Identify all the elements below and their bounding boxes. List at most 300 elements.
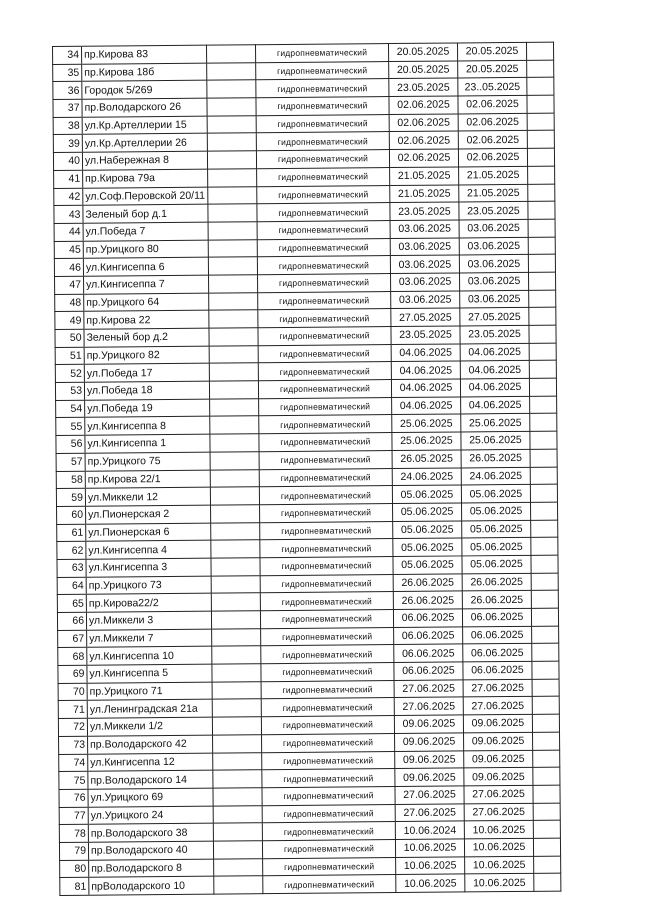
- date-end-cell: 09.06.2025: [464, 768, 533, 786]
- address-cell: ул.Кр.Артеллерии 26: [82, 134, 207, 153]
- empty-cell: [212, 646, 261, 664]
- date-start-cell: 03.06.2025: [390, 220, 459, 238]
- date-end-cell: 24.06.2025: [461, 467, 530, 485]
- address-cell: ул.Миккели 3: [86, 611, 211, 630]
- equipment-type-cell: гидропневматический: [262, 786, 395, 805]
- address-cell: пр.Урицкого 73: [86, 576, 211, 595]
- equipment-type-cell: гидропневматический: [262, 822, 395, 841]
- address-cell: пр.Володарского 26: [82, 98, 207, 117]
- address-cell: пр.Володарского 38: [88, 823, 213, 842]
- date-start-cell: 09.06.2025: [394, 715, 463, 733]
- date-start-cell: 03.06.2025: [390, 255, 459, 273]
- date-end-cell: 06.06.2025: [463, 644, 532, 662]
- empty-cell: [210, 469, 259, 487]
- row-number-cell: 57: [56, 453, 85, 471]
- date-end-cell: 06.06.2025: [463, 626, 532, 644]
- date-start-cell: 23.05.2025: [390, 202, 459, 220]
- date-start-cell: 06.06.2025: [394, 662, 463, 680]
- equipment-type-cell: гидропневматический: [257, 203, 390, 222]
- row-number-cell: 59: [56, 488, 85, 506]
- row-number-cell: 52: [55, 365, 84, 383]
- address-cell: пр.Володарского 8: [89, 859, 214, 878]
- empty-cell: [527, 131, 554, 149]
- address-cell: пр.Кирова 22/1: [85, 470, 210, 489]
- empty-cell: [211, 575, 260, 593]
- address-cell: ул.Пионерская 2: [86, 505, 211, 524]
- address-cell: пр.Володарского 40: [88, 841, 213, 860]
- equipment-type-cell: гидропневматический: [256, 79, 389, 98]
- empty-cell: [526, 42, 553, 60]
- empty-cell: [213, 823, 262, 841]
- empty-cell: [529, 360, 556, 378]
- empty-cell: [527, 95, 554, 113]
- empty-cell: [208, 186, 257, 204]
- empty-cell: [212, 628, 261, 646]
- date-start-cell: 04.06.2025: [391, 344, 460, 362]
- empty-cell: [208, 222, 257, 240]
- equipment-type-cell: гидропневматический: [259, 486, 392, 505]
- equipment-type-cell: гидропневматический: [260, 592, 393, 611]
- empty-cell: [530, 484, 557, 502]
- address-cell: прВолодарского 10: [89, 876, 214, 895]
- equipment-type-cell: гидропневматический: [258, 344, 391, 363]
- empty-cell: [207, 133, 256, 151]
- empty-cell: [210, 452, 259, 470]
- address-cell: ул.Соф.Перовской 20/11: [83, 187, 208, 206]
- address-cell: ул.Победа 19: [85, 399, 210, 418]
- date-start-cell: 02.06.2025: [389, 149, 458, 167]
- empty-cell: [533, 803, 560, 821]
- date-start-cell: 21.05.2025: [390, 184, 459, 202]
- equipment-type-cell: гидропневматический: [263, 857, 396, 876]
- date-end-cell: 10.06.2025: [464, 821, 533, 839]
- address-cell: ул.Урицкого 69: [88, 788, 213, 807]
- date-start-cell: 27.06.2025: [395, 803, 464, 821]
- equipment-type-cell: гидропневматический: [259, 468, 392, 487]
- equipment-type-cell: гидропневматический: [259, 433, 392, 452]
- empty-cell: [530, 467, 557, 485]
- empty-cell: [530, 431, 557, 449]
- date-start-cell: 03.06.2025: [390, 273, 459, 291]
- address-cell: пр.Кирова 22: [84, 310, 209, 329]
- date-start-cell: 23.05.2025: [391, 326, 460, 344]
- table-row: [60, 873, 561, 895]
- empty-cell: [211, 540, 260, 558]
- address-cell: пр.Володарского 42: [88, 735, 213, 754]
- date-start-cell: 05.06.2025: [393, 538, 462, 556]
- row-number-cell: 65: [57, 595, 86, 613]
- row-number-cell: 40: [53, 152, 82, 170]
- date-start-cell: 05.06.2025: [393, 521, 462, 539]
- address-cell: ул.Кингисеппа 3: [86, 558, 211, 577]
- equipment-type-cell: гидропневматический: [262, 733, 395, 752]
- date-end-cell: 03.06.2025: [459, 219, 528, 237]
- date-end-cell: 27.05.2025: [460, 308, 529, 326]
- empty-cell: [533, 820, 560, 838]
- address-cell: ул.Миккели 7: [87, 629, 212, 648]
- address-cell: ул.Кингисеппа 8: [85, 417, 210, 436]
- date-start-cell: 25.06.2025: [392, 414, 461, 432]
- date-start-cell: 09.06.2025: [395, 768, 464, 786]
- row-number-cell: 79: [59, 842, 88, 860]
- empty-cell: [211, 611, 260, 629]
- empty-cell: [211, 522, 260, 540]
- equipment-type-cell: гидропневматический: [261, 627, 394, 646]
- empty-cell: [533, 838, 560, 856]
- date-start-cell: 20.05.2025: [388, 43, 457, 61]
- row-number-cell: 66: [57, 612, 86, 630]
- date-start-cell: 26.06.2025: [393, 574, 462, 592]
- equipment-type-cell: гидропневматический: [258, 362, 391, 381]
- empty-cell: [207, 98, 256, 116]
- empty-cell: [213, 735, 262, 753]
- row-number-cell: 38: [53, 117, 82, 135]
- date-end-cell: 04.06.2025: [460, 361, 529, 379]
- row-number-cell: 78: [59, 824, 88, 842]
- empty-cell: [206, 45, 255, 63]
- empty-cell: [528, 254, 555, 272]
- equipment-type-cell: гидропневматический: [262, 751, 395, 770]
- empty-cell: [208, 257, 257, 275]
- address-cell: Зеленый бор д.2: [84, 328, 209, 347]
- date-start-cell: 06.06.2025: [393, 609, 462, 627]
- empty-cell: [532, 643, 559, 661]
- empty-cell: [534, 856, 561, 874]
- date-start-cell: 10.06.2025: [395, 839, 464, 857]
- empty-cell: [529, 378, 556, 396]
- address-cell: ул.Кингисеппа 12: [88, 753, 213, 772]
- empty-cell: [530, 414, 557, 432]
- row-number-cell: 64: [57, 577, 86, 595]
- date-end-cell: 03.06.2025: [459, 255, 528, 273]
- equipment-type-cell: гидропневматический: [262, 804, 395, 823]
- date-end-cell: 21.05.2025: [459, 184, 528, 202]
- date-end-cell: 02.06.2025: [458, 113, 527, 131]
- row-number-cell: 74: [59, 754, 88, 772]
- address-cell: Зеленый бор д.1: [83, 204, 208, 223]
- row-number-cell: 35: [53, 64, 82, 82]
- empty-cell: [209, 328, 258, 346]
- address-cell: ул.Ленинградская 21а: [87, 700, 212, 719]
- empty-cell: [530, 449, 557, 467]
- empty-cell: [532, 714, 559, 732]
- row-number-cell: 54: [56, 400, 85, 418]
- date-end-cell: 20.05.2025: [458, 60, 527, 78]
- empty-cell: [213, 788, 262, 806]
- date-start-cell: 27.06.2025: [394, 680, 463, 698]
- date-start-cell: 02.06.2025: [389, 131, 458, 149]
- address-cell: пр.Урицкого 64: [84, 293, 209, 312]
- row-number-cell: 70: [58, 683, 87, 701]
- equipment-type-cell: гидропневматический: [259, 415, 392, 434]
- equipment-type-cell: гидропневматический: [259, 397, 392, 416]
- date-end-cell: 02.06.2025: [458, 131, 527, 149]
- date-end-cell: 04.06.2025: [461, 396, 530, 414]
- date-end-cell: 09.06.2025: [463, 714, 532, 732]
- equipment-type-cell: гидропневматический: [261, 663, 394, 682]
- address-cell: пр.Кирова 79а: [83, 169, 208, 188]
- empty-cell: [529, 325, 556, 343]
- date-start-cell: 26.06.2025: [393, 591, 462, 609]
- row-number-cell: 36: [53, 82, 82, 100]
- empty-cell: [207, 115, 256, 133]
- row-number-cell: 56: [56, 435, 85, 453]
- empty-cell: [532, 697, 559, 715]
- empty-cell: [527, 148, 554, 166]
- date-end-cell: 05.06.2025: [462, 555, 531, 573]
- date-end-cell: 04.06.2025: [460, 378, 529, 396]
- empty-cell: [527, 60, 554, 78]
- row-number-cell: 77: [59, 807, 88, 825]
- address-cell: ул.Кр.Артеллерии 15: [82, 116, 207, 135]
- date-start-cell: 10.06.2025: [396, 857, 465, 875]
- row-number-cell: 43: [54, 205, 83, 223]
- empty-cell: [213, 752, 262, 770]
- date-end-cell: 09.06.2025: [464, 750, 533, 768]
- date-end-cell: 03.06.2025: [459, 237, 528, 255]
- empty-cell: [528, 166, 555, 184]
- date-end-cell: 27.06.2025: [464, 803, 533, 821]
- equipment-type-cell: гидропневматический: [256, 132, 389, 151]
- empty-cell: [210, 487, 259, 505]
- date-end-cell: 09.06.2025: [464, 732, 533, 750]
- empty-cell: [212, 681, 261, 699]
- empty-cell: [533, 732, 560, 750]
- inspection-table: [52, 42, 561, 896]
- empty-cell: [209, 275, 258, 293]
- date-start-cell: 27.06.2025: [394, 697, 463, 715]
- empty-cell: [210, 416, 259, 434]
- equipment-type-cell: гидропневматический: [259, 450, 392, 469]
- date-start-cell: 10.06.2024: [395, 821, 464, 839]
- address-cell: ул.Урицкого 24: [88, 806, 213, 825]
- date-start-cell: 04.06.2025: [391, 361, 460, 379]
- date-start-cell: 27.05.2025: [391, 308, 460, 326]
- address-cell: пр.Урицкого 80: [83, 240, 208, 259]
- row-number-cell: 73: [59, 736, 88, 754]
- equipment-type-cell: гидропневматический: [261, 716, 394, 735]
- empty-cell: [529, 343, 556, 361]
- empty-cell: [207, 62, 256, 80]
- date-end-cell: 06.06.2025: [463, 661, 532, 679]
- row-number-cell: 76: [59, 789, 88, 807]
- address-cell: пр.Володарского 14: [88, 770, 213, 789]
- row-number-cell: 41: [54, 170, 83, 188]
- empty-cell: [212, 664, 261, 682]
- row-number-cell: 58: [56, 471, 85, 489]
- empty-cell: [530, 502, 557, 520]
- equipment-type-cell: гидропневматический: [257, 256, 390, 275]
- address-cell: Городок 5/269: [82, 81, 207, 100]
- address-cell: пр.Кирова22/2: [86, 593, 211, 612]
- date-start-cell: 23.05.2025: [389, 78, 458, 96]
- equipment-type-cell: гидропневматический: [263, 875, 396, 894]
- date-start-cell: 10.06.2025: [396, 874, 465, 892]
- date-end-cell: 21.05.2025: [459, 166, 528, 184]
- equipment-type-cell: гидропневматический: [260, 539, 393, 558]
- date-end-cell: 06.06.2025: [462, 608, 531, 626]
- row-number-cell: 47: [55, 276, 84, 294]
- address-cell: ул.Кингисеппа 6: [83, 257, 208, 276]
- row-number-cell: 51: [55, 347, 84, 365]
- row-number-cell: 62: [57, 541, 86, 559]
- date-end-cell: 27.06.2025: [463, 697, 532, 715]
- equipment-type-cell: гидропневматический: [256, 114, 389, 133]
- date-start-cell: 06.06.2025: [394, 644, 463, 662]
- equipment-type-cell: гидропневматический: [257, 167, 390, 186]
- date-start-cell: 09.06.2025: [395, 733, 464, 751]
- empty-cell: [533, 767, 560, 785]
- empty-cell: [532, 679, 559, 697]
- address-cell: ул.Миккели 1/2: [87, 717, 212, 736]
- equipment-type-cell: гидропневматический: [260, 556, 393, 575]
- address-cell: ул.Набережная 8: [82, 151, 207, 170]
- equipment-type-cell: гидропневматический: [258, 309, 391, 328]
- equipment-type-cell: гидропневматический: [260, 503, 393, 522]
- empty-cell: [214, 858, 263, 876]
- row-number-cell: 44: [54, 223, 83, 241]
- date-start-cell: 27.06.2025: [395, 786, 464, 804]
- equipment-type-cell: гидропневматический: [261, 698, 394, 717]
- date-end-cell: 23.05.2025: [459, 202, 528, 220]
- empty-cell: [531, 608, 558, 626]
- equipment-type-cell: гидропневматический: [256, 150, 389, 169]
- equipment-type-cell: гидропневматический: [257, 220, 390, 239]
- empty-cell: [212, 699, 261, 717]
- empty-cell: [528, 184, 555, 202]
- row-number-cell: 37: [53, 99, 82, 117]
- date-end-cell: 25.06.2025: [461, 431, 530, 449]
- date-end-cell: 10.06.2025: [464, 838, 533, 856]
- empty-cell: [528, 219, 555, 237]
- address-cell: ул.Миккели 12: [85, 487, 210, 506]
- row-number-cell: 39: [53, 135, 82, 153]
- equipment-type-cell: гидропневматический: [260, 574, 393, 593]
- row-number-cell: 53: [55, 382, 84, 400]
- row-number-cell: 81: [60, 878, 89, 896]
- date-end-cell: 02.06.2025: [458, 95, 527, 113]
- empty-cell: [531, 555, 558, 573]
- empty-cell: [211, 558, 260, 576]
- empty-cell: [532, 626, 559, 644]
- date-start-cell: 09.06.2025: [395, 750, 464, 768]
- equipment-type-cell: гидропневматический: [258, 273, 391, 292]
- date-end-cell: 20.05.2025: [457, 42, 526, 60]
- row-number-cell: 69: [58, 665, 87, 683]
- row-number-cell: 55: [56, 418, 85, 436]
- empty-cell: [528, 201, 555, 219]
- row-number-cell: 71: [58, 701, 87, 719]
- address-cell: ул.Кингисеппа 7: [84, 275, 209, 294]
- date-start-cell: 24.06.2025: [392, 467, 461, 485]
- row-number-cell: 80: [60, 860, 89, 878]
- equipment-type-cell: гидропневматический: [256, 61, 389, 80]
- address-cell: ул.Кингисеппа 5: [87, 664, 212, 683]
- address-cell: пр.Урицкого 71: [87, 682, 212, 701]
- scanned-document-page: [52, 42, 553, 896]
- date-end-cell: 03.06.2025: [459, 272, 528, 290]
- date-end-cell: 05.06.2025: [462, 538, 531, 556]
- date-end-cell: 03.06.2025: [460, 290, 529, 308]
- address-cell: пр.Кирова 83: [82, 45, 207, 64]
- date-end-cell: 04.06.2025: [460, 343, 529, 361]
- date-end-cell: 25.06.2025: [461, 414, 530, 432]
- date-start-cell: 02.06.2025: [389, 114, 458, 132]
- empty-cell: [213, 805, 262, 823]
- row-number-cell: 72: [58, 718, 87, 736]
- empty-cell: [532, 661, 559, 679]
- address-cell: ул.Пионерская 6: [86, 523, 211, 542]
- row-number-cell: 34: [53, 46, 82, 64]
- equipment-type-cell: гидропневматический: [255, 44, 388, 63]
- empty-cell: [531, 590, 558, 608]
- empty-cell: [211, 505, 260, 523]
- row-number-cell: 67: [58, 630, 87, 648]
- date-end-cell: 27.06.2025: [464, 785, 533, 803]
- date-start-cell: 25.06.2025: [392, 432, 461, 450]
- row-number-cell: 63: [57, 559, 86, 577]
- address-cell: пр.Урицкого 82: [84, 346, 209, 365]
- empty-cell: [210, 398, 259, 416]
- date-start-cell: 03.06.2025: [391, 291, 460, 309]
- address-cell: ул.Победа 7: [83, 222, 208, 241]
- empty-cell: [212, 717, 261, 735]
- empty-cell: [213, 770, 262, 788]
- equipment-type-cell: гидропневматический: [262, 769, 395, 788]
- row-number-cell: 49: [55, 312, 84, 330]
- equipment-type-cell: гидропневматический: [258, 380, 391, 399]
- address-cell: ул.Кингисеппа 1: [85, 434, 210, 453]
- date-end-cell: 23..05.2025: [458, 78, 527, 96]
- empty-cell: [527, 77, 554, 95]
- inspection-table-body: [53, 42, 561, 895]
- date-end-cell: 10.06.2025: [465, 874, 534, 892]
- row-number-cell: 68: [58, 648, 87, 666]
- empty-cell: [213, 841, 262, 859]
- empty-cell: [533, 750, 560, 768]
- empty-cell: [209, 310, 258, 328]
- empty-cell: [528, 237, 555, 255]
- empty-cell: [529, 290, 556, 308]
- empty-cell: [207, 151, 256, 169]
- empty-cell: [528, 272, 555, 290]
- date-start-cell: 06.06.2025: [394, 627, 463, 645]
- empty-cell: [529, 307, 556, 325]
- empty-cell: [208, 169, 257, 187]
- empty-cell: [531, 537, 558, 555]
- empty-cell: [208, 204, 257, 222]
- empty-cell: [527, 113, 554, 131]
- empty-cell: [207, 80, 256, 98]
- address-cell: ул.Победа 17: [84, 364, 209, 383]
- empty-cell: [534, 873, 561, 891]
- equipment-type-cell: гидропневматический: [258, 327, 391, 346]
- empty-cell: [533, 785, 560, 803]
- date-end-cell: 23.05.2025: [460, 325, 529, 343]
- date-start-cell: 21.05.2025: [390, 167, 459, 185]
- date-start-cell: 05.06.2025: [393, 503, 462, 521]
- address-cell: пр.Урицкого 75: [85, 452, 210, 471]
- address-cell: ул.Победа 18: [84, 381, 209, 400]
- address-cell: пр.Кирова 18б: [82, 63, 207, 82]
- address-cell: ул.Кингисеппа 4: [86, 540, 211, 559]
- equipment-type-cell: гидропневматический: [256, 97, 389, 116]
- equipment-type-cell: гидропневматический: [261, 680, 394, 699]
- row-number-cell: 75: [59, 771, 88, 789]
- equipment-type-cell: гидропневматический: [257, 185, 390, 204]
- row-number-cell: 50: [55, 329, 84, 347]
- equipment-type-cell: гидропневматический: [262, 839, 395, 858]
